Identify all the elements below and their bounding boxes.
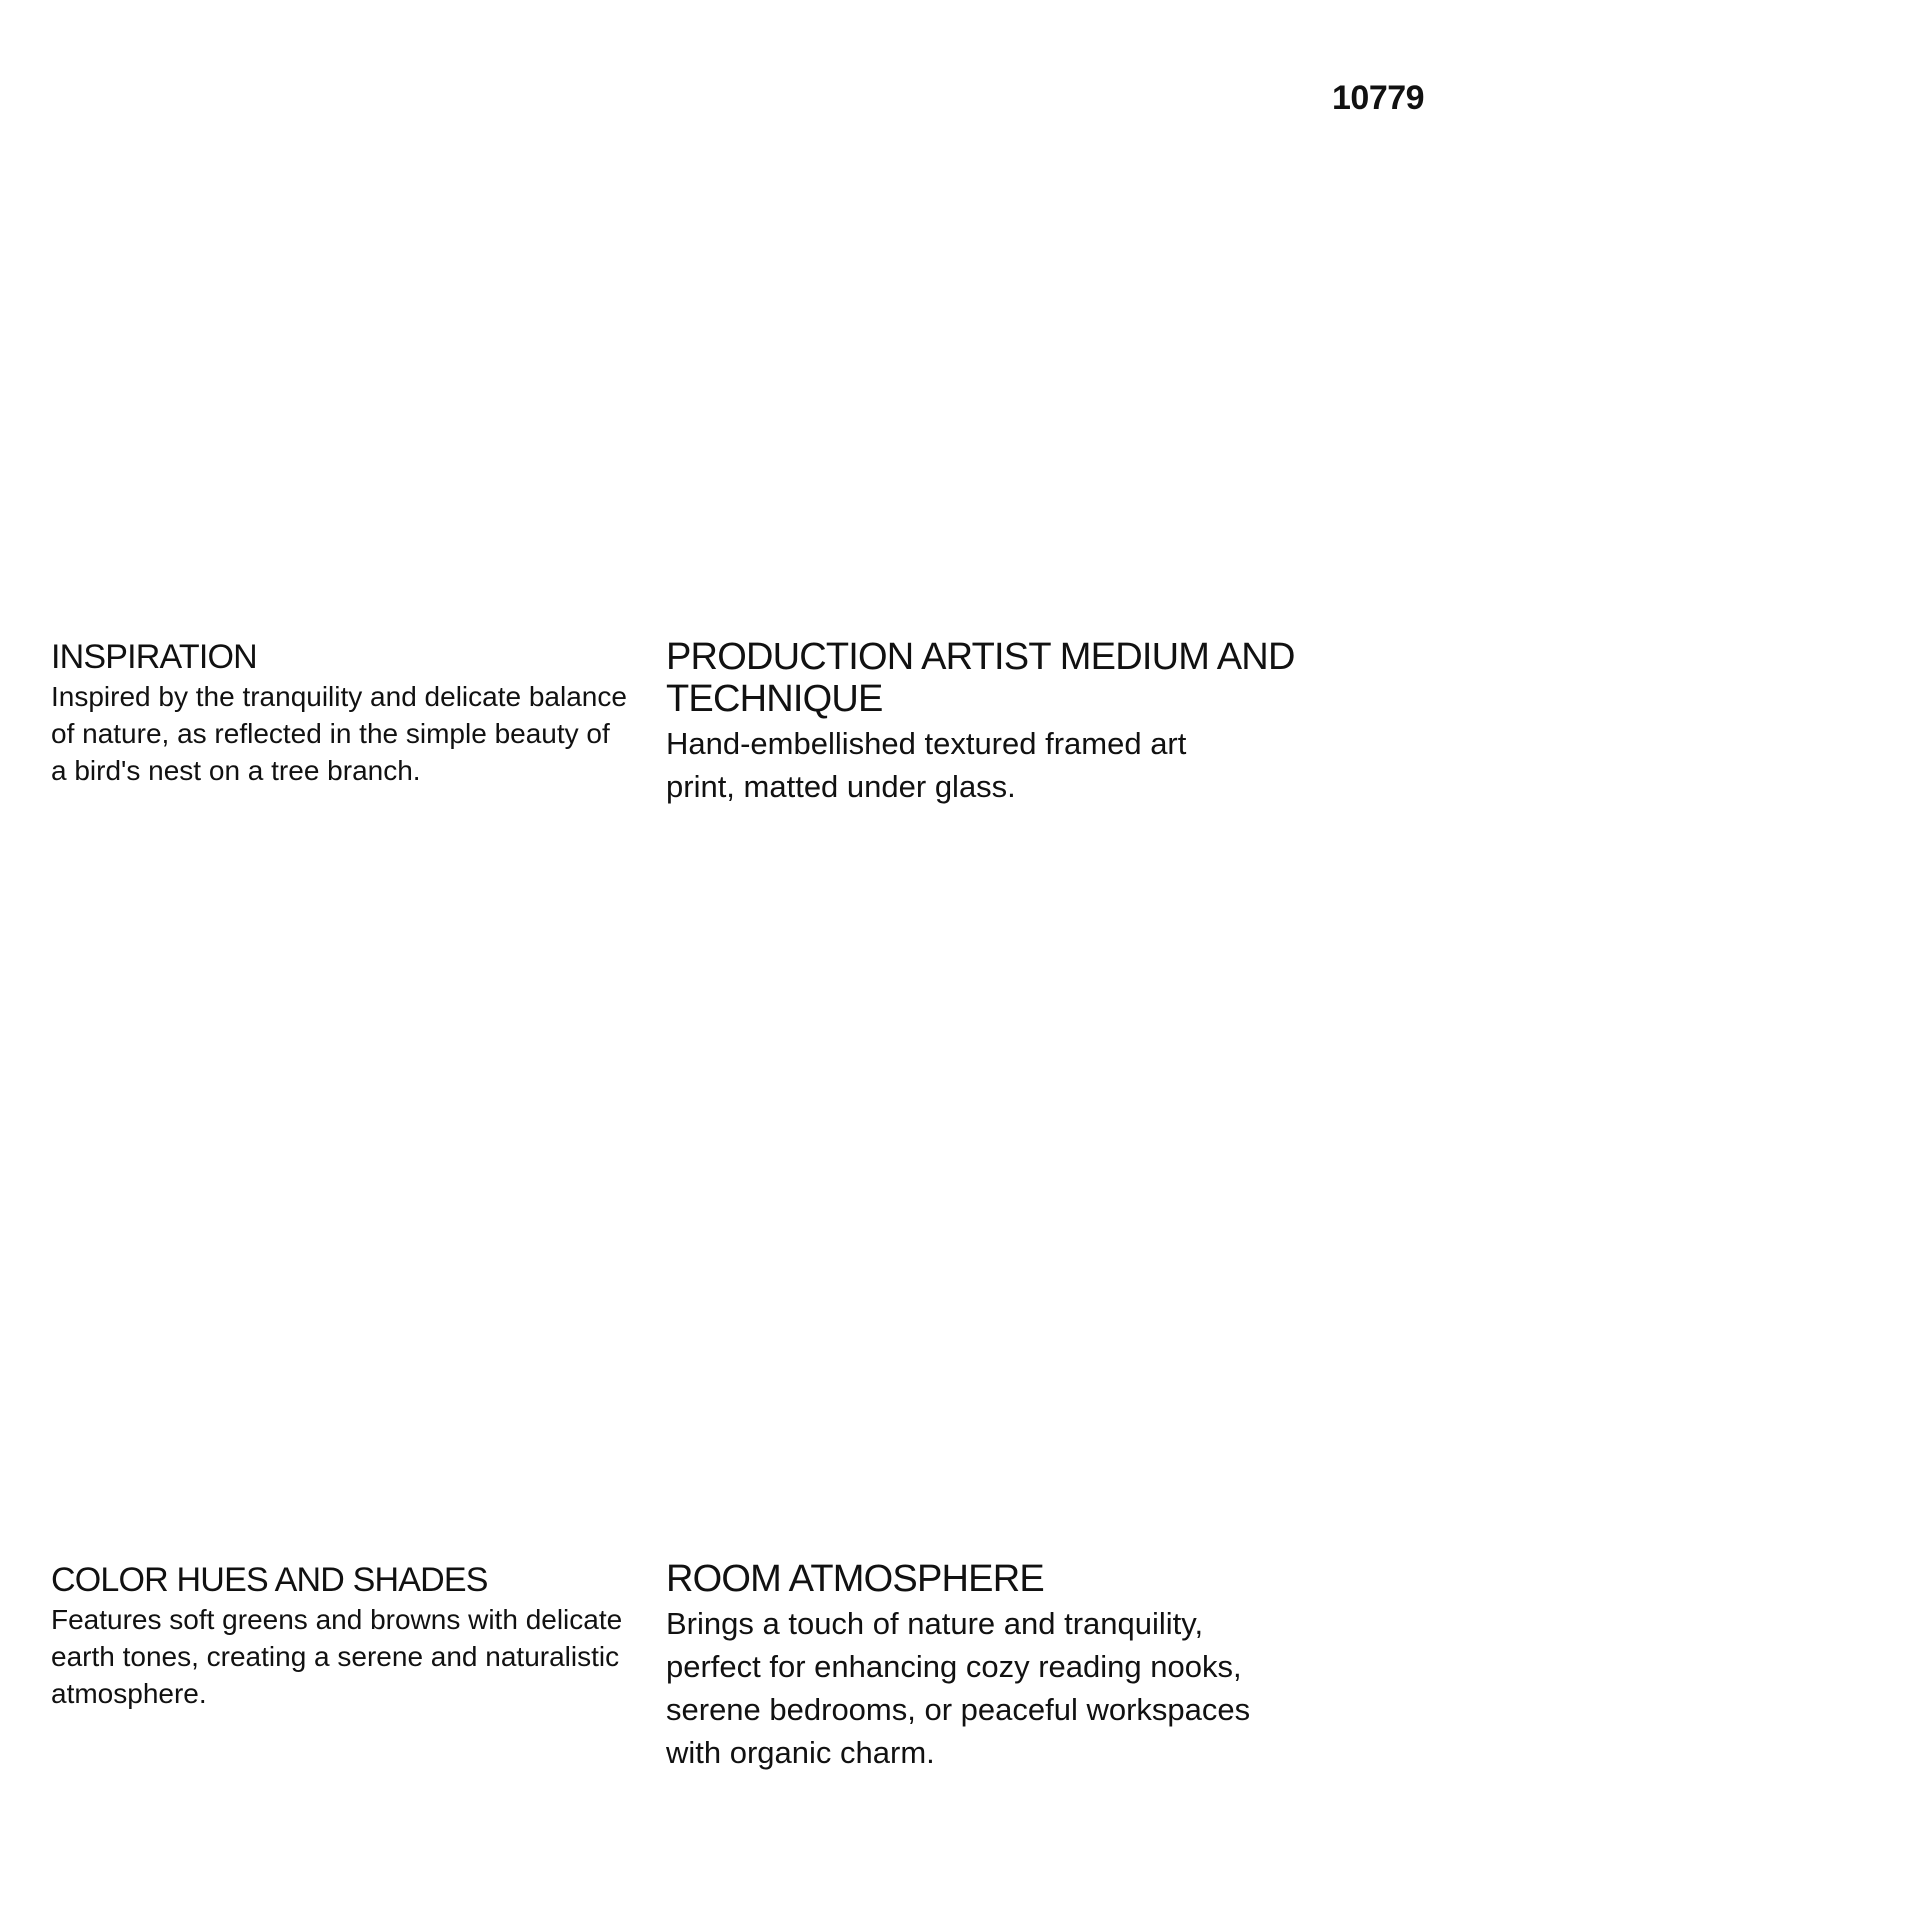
color-heading: COLOR HUES AND SHADES xyxy=(51,1561,488,1599)
room-atmosphere-text: Brings a touch of nature and tranquility, perfect for enhancing cozy reading nooks, serene bedrooms, or peaceful workspaces with organic charm. xyxy=(666,1605,1251,1770)
page-number: 10779 xyxy=(1332,79,1425,117)
room-atmosphere-heading: ROOM ATMOSPHERE xyxy=(666,1558,1044,1600)
inspiration-text: Inspired by the tranquility and delicate balance of nature, as reflected in the simple beauty of a bird's nest on a tree branch. xyxy=(51,681,627,787)
room-atmosphere-section xyxy=(666,1559,1486,1774)
production-section xyxy=(666,637,1486,808)
inspiration-heading: INSPIRATION xyxy=(51,638,257,676)
production-text: Hand-embellished textured framed art print, matted under glass. xyxy=(666,725,1187,804)
color-section xyxy=(51,1562,631,1712)
inspiration-section xyxy=(51,639,631,789)
production-heading: PRODUCTION ARTIST MEDIUM AND TECHNIQUE xyxy=(666,636,1295,720)
color-text: Features soft greens and browns with delicate earth tones, creating a serene and naturalistic atmosphere. xyxy=(51,1604,623,1710)
